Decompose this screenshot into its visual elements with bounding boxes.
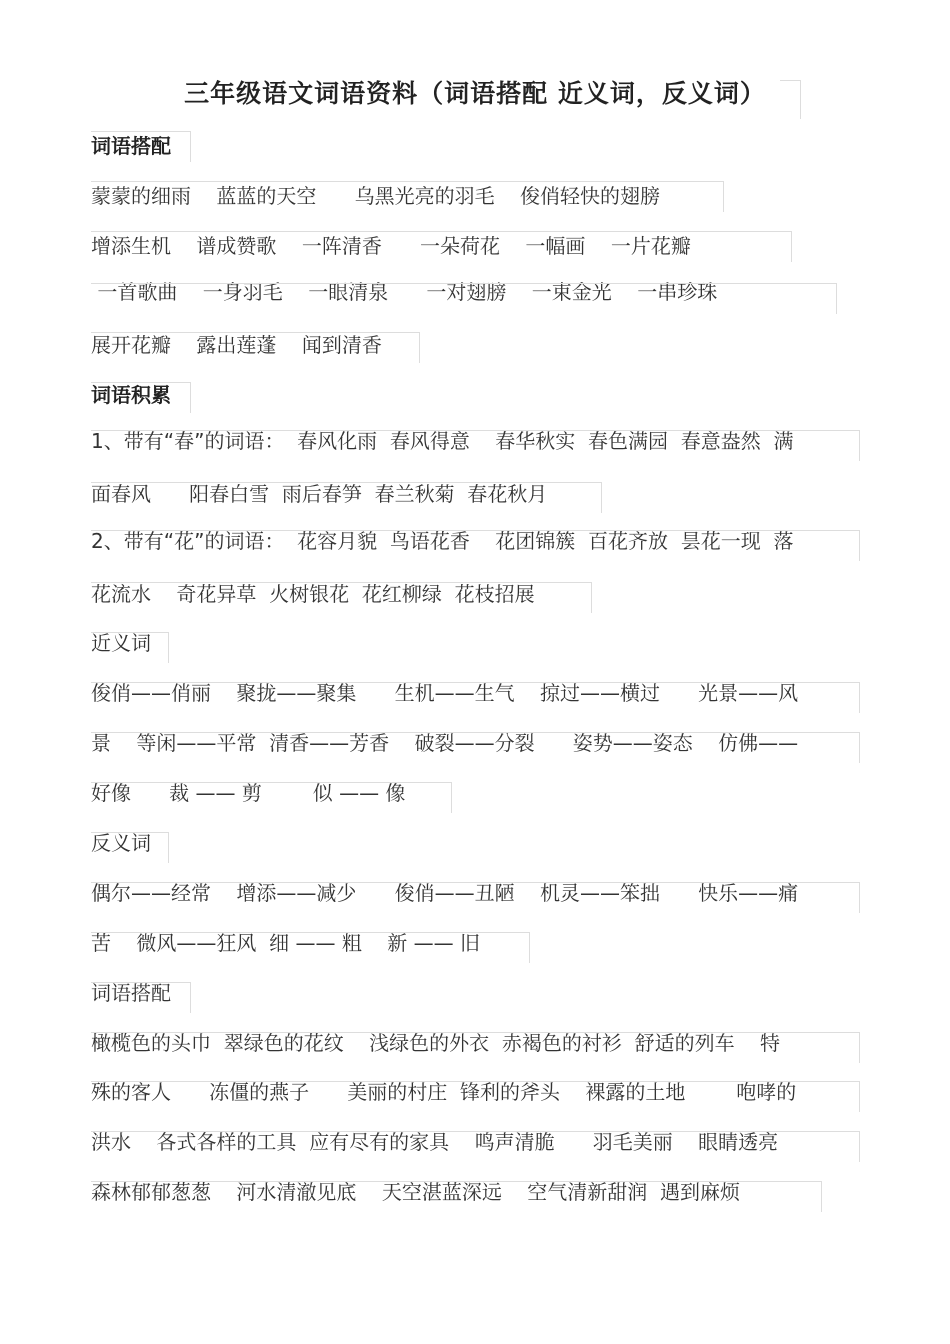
text-line: 苦 微风——狂风 细 —— 粗 新 —— 旧: [91, 931, 481, 955]
guide-mark: [91, 982, 191, 1013]
guide-mark: [91, 1032, 860, 1063]
text-line: 一首歌曲 一身羽毛 一眼清泉 一对翅膀 一束金光 一串珍珠: [91, 280, 718, 304]
guide-mark: [91, 882, 860, 913]
section-heading-collocation-2: 词语搭配: [91, 981, 171, 1005]
text-line: 面春风 阳春白雪 雨后春笋 春兰秋菊 春花秋月: [91, 482, 548, 506]
text-line: 2、带有“花”的词语： 花容月貌 鸟语花香 花团锦簇 百花齐放 昙花一现 落: [91, 529, 794, 553]
guide-mark: [91, 382, 191, 413]
text-line: 洪水 各式各样的工具 应有尽有的家具 鸣声清脆 羽毛美丽 眼睛透亮: [91, 1130, 779, 1154]
guide-mark: [91, 530, 860, 561]
text-line: 景 等闲——平常 清香——芳香 破裂——分裂 姿势——姿态 仿佛——: [91, 731, 799, 755]
guide-mark: [91, 832, 169, 863]
text-line: 蒙蒙的细雨 蓝蓝的天空 乌黑光亮的羽毛 俊俏轻快的翅膀: [91, 184, 661, 208]
guide-mark: [91, 1081, 860, 1112]
guide-mark: [91, 582, 592, 613]
guide-mark: [91, 430, 860, 461]
text-line: 花流水 奇花异草 火树银花 花红柳绿 花枝招展: [91, 582, 535, 606]
text-line: 增添生机 谱成赞歌 一阵清香 一朵荷花 一幅画 一片花瓣: [91, 234, 691, 258]
guide-mark: [91, 231, 792, 262]
guide-mark: [91, 782, 452, 813]
text-line: 殊的客人 冻僵的燕子 美丽的村庄 锋利的斧头 裸露的土地 咆哮的: [91, 1080, 797, 1104]
section-heading-antonyms: 反义词: [91, 831, 151, 855]
text-line: 展开花瓣 露出莲蓬 闻到清香: [91, 333, 382, 357]
guide-mark: [780, 80, 801, 119]
document-title: 三年级语文词语资料（词语搭配 近义词，反义词）: [184, 79, 766, 108]
section-heading-accumulation: 词语积累: [91, 383, 171, 407]
guide-mark: [91, 482, 602, 513]
text-line: 俊俏——俏丽 聚拢——聚集 生机——生气 掠过——横过 光景——风: [91, 681, 799, 705]
text-line: 好像 裁 —— 剪 似 —— 像: [91, 781, 406, 805]
guide-mark: [91, 632, 169, 663]
guide-mark: [91, 131, 191, 162]
text-line: 森林郁郁葱葱 河水清澈见底 天空湛蓝深远 空气清新甜润 遇到麻烦: [91, 1180, 741, 1204]
guide-mark: [91, 332, 420, 363]
guide-mark: [91, 181, 724, 212]
text-line: 橄榄色的头巾 翠绿色的花纹 浅绿色的外衣 赤褐色的衬衫 舒适的列车 特: [91, 1031, 781, 1055]
guide-mark: [91, 1181, 822, 1212]
guide-mark: [91, 732, 860, 763]
guide-mark: [91, 682, 860, 713]
text-line: 1、带有“春”的词语： 春风化雨 春风得意 春华秋实 春色满园 春意盎然 满: [91, 429, 794, 453]
text-line: 偶尔——经常 增添——减少 俊俏——丑陋 机灵——笨拙 快乐——痛: [91, 881, 799, 905]
section-heading-collocation: 词语搭配: [91, 134, 171, 158]
guide-mark: [91, 932, 530, 963]
guide-mark: [91, 1131, 860, 1162]
section-heading-synonyms: 近义词: [91, 631, 151, 655]
guide-mark: [91, 283, 837, 314]
